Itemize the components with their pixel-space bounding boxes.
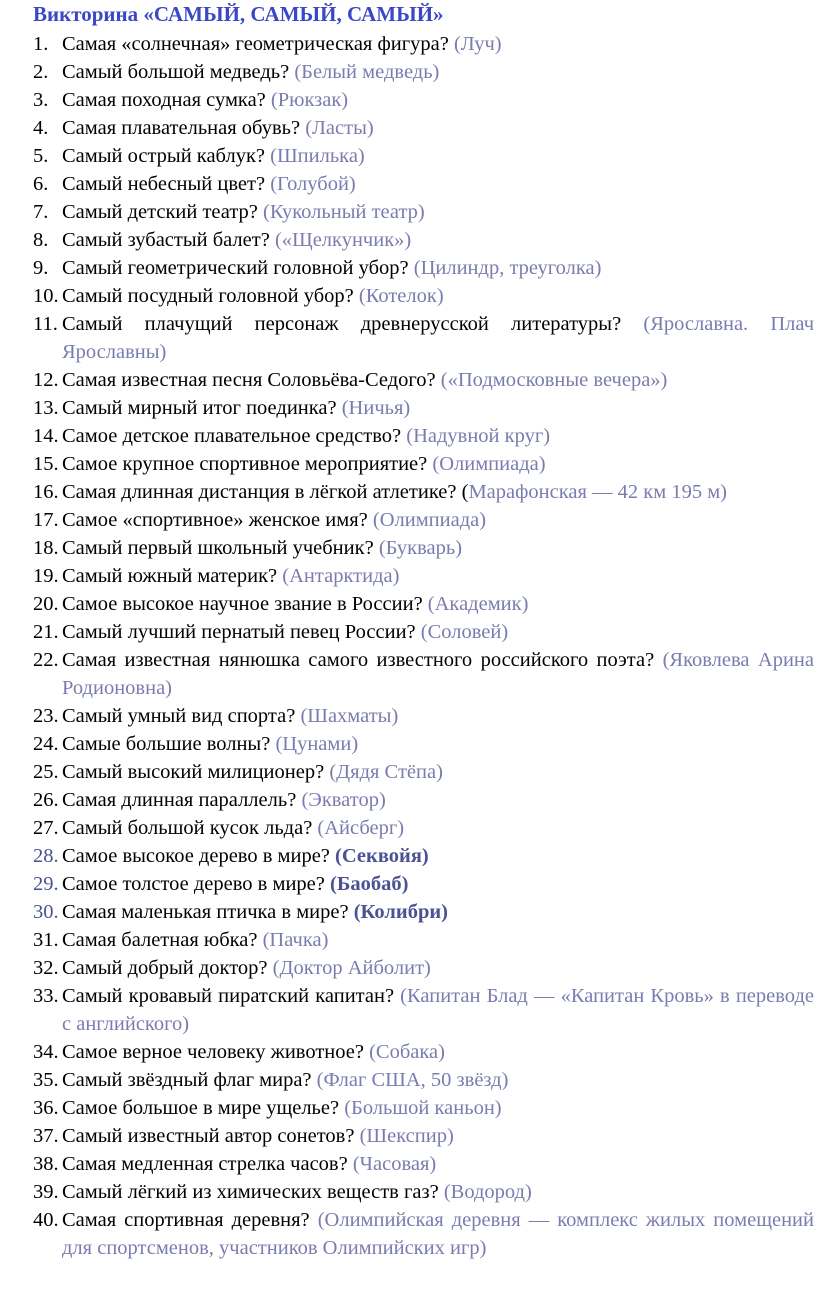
quiz-item (33, 394, 814, 422)
quiz-list (33, 30, 814, 1262)
item-answer: (Кукольный театр) (263, 201, 425, 223)
item-question: Самый высокий милиционер? (62, 761, 330, 783)
item-answer: (Водород) (443, 1181, 532, 1203)
item-answer: (Собака) (369, 1041, 445, 1063)
item-body (62, 1178, 814, 1206)
item-body (62, 982, 814, 1038)
item-number: 2. (33, 61, 49, 83)
item-body (62, 142, 814, 170)
item-answer: (Цилиндр, треуголка) (413, 257, 602, 279)
item-question: Самый звёздный флаг мира? (62, 1069, 317, 1091)
item-answer: (Доктор Айболит) (272, 957, 431, 979)
item-body (62, 1038, 814, 1066)
item-body (62, 842, 814, 870)
quiz-item (33, 590, 814, 618)
item-body (62, 310, 814, 366)
item-body (62, 758, 814, 786)
item-number: 9. (33, 257, 49, 279)
quiz-item (33, 170, 814, 198)
item-body (62, 394, 814, 422)
item-question: Самый известный автор сонетов? (62, 1125, 360, 1147)
quiz-item (33, 1206, 814, 1262)
item-question: Самый лучший пернатый певец России? (62, 621, 421, 643)
quiz-item (33, 1094, 814, 1122)
quiz-item (33, 870, 814, 898)
quiz-item (33, 646, 814, 702)
item-answer: (Голубой) (270, 173, 356, 195)
quiz-item (33, 702, 814, 730)
item-number: 11. (33, 313, 58, 335)
item-answer: (Баобаб) (330, 873, 409, 895)
item-body (62, 926, 814, 954)
quiz-item (33, 814, 814, 842)
item-number: 6. (33, 173, 49, 195)
quiz-item (33, 1038, 814, 1066)
quiz-item (33, 478, 814, 506)
quiz-item (33, 366, 814, 394)
item-body (62, 114, 814, 142)
quiz-item (33, 898, 814, 926)
item-number: 21. (33, 621, 59, 643)
item-answer: (Соловей) (420, 621, 509, 643)
item-body (62, 170, 814, 198)
item-answer: (Капитан Блад — «Капитан Кровь» в переводе с английского) (62, 985, 814, 1035)
item-question: Самый первый школьный учебник? (62, 537, 379, 559)
item-number: 22. (33, 649, 59, 671)
item-number: 28. (33, 845, 59, 867)
quiz-title: Викторина «САМЫЙ, САМЫЙ, САМЫЙ» (33, 2, 444, 26)
item-answer: (Цунами) (275, 733, 359, 755)
quiz-item (33, 506, 814, 534)
item-question: Самый умный вид спорта? (62, 705, 301, 727)
item-answer: (Пачка) (262, 929, 329, 951)
item-answer: (Большой каньон) (344, 1097, 502, 1119)
item-body (62, 86, 814, 114)
item-body (62, 702, 814, 730)
item-number: 10. (33, 285, 59, 307)
item-number: 34. (33, 1041, 59, 1063)
item-body (62, 562, 814, 590)
item-answer: (Шахматы) (300, 705, 399, 727)
item-question: Самая походная сумка? (62, 89, 271, 111)
item-number: 40. (33, 1209, 59, 1231)
quiz-item (33, 1122, 814, 1150)
item-number: 32. (33, 957, 59, 979)
item-answer: (Котелок) (358, 285, 444, 307)
quiz-item (33, 58, 814, 86)
item-body (62, 814, 814, 842)
item-body (62, 534, 814, 562)
item-answer: (Ярославна. Плач Ярославны) (62, 313, 815, 363)
item-number: 12. (33, 369, 59, 391)
quiz-item (33, 618, 814, 646)
item-body (62, 30, 814, 58)
quiz-item (33, 1066, 814, 1094)
item-number: 3. (33, 89, 49, 111)
item-question: Самый большой медведь? (62, 61, 295, 83)
item-number: 26. (33, 789, 59, 811)
item-question: Самое детское плавательное средство? (62, 425, 407, 447)
item-question: Самый лёгкий из химических веществ газ? (62, 1181, 444, 1203)
item-number: 20. (33, 593, 59, 615)
item-body (62, 282, 814, 310)
item-answer: («Подмосковные вечера») (440, 369, 668, 391)
quiz-item (33, 758, 814, 786)
item-question: Самый мирный итог поединка? (62, 397, 342, 419)
item-question: Самая балетная юбка? (62, 929, 263, 951)
item-number: 13. (33, 397, 59, 419)
item-number: 19. (33, 565, 59, 587)
item-answer: (Дядя Стёпа) (329, 761, 443, 783)
item-body (62, 1122, 814, 1150)
item-answer: (Ничья) (341, 397, 411, 419)
item-number: 18. (33, 537, 59, 559)
item-question: Самая известная нянюшка самого известного российского поэта? (62, 649, 663, 671)
item-question: Самый геометрический головной убор? (62, 257, 414, 279)
quiz-item (33, 786, 814, 814)
item-question: Самое крупное спортивное мероприятие? (62, 453, 433, 475)
item-answer: (Шекспир) (359, 1125, 454, 1147)
item-number: 35. (33, 1069, 59, 1091)
item-question: Самая известная песня Соловьёва-Седого? (62, 369, 441, 391)
quiz-item (33, 1178, 814, 1206)
item-question: Самое большое в мире ущелье? (62, 1097, 345, 1119)
quiz-item (33, 926, 814, 954)
item-number: 16. (33, 481, 59, 503)
item-question: Самая плавательная обувь? (62, 117, 306, 139)
quiz-item (33, 1150, 814, 1178)
item-body (62, 450, 814, 478)
item-body (62, 590, 814, 618)
item-answer: (Секвойя) (335, 845, 429, 867)
item-question: Самое высокое дерево в мире? (62, 845, 336, 867)
item-number: 38. (33, 1153, 59, 1175)
item-body (62, 730, 814, 758)
quiz-item (33, 254, 814, 282)
item-question: Самый небесный цвет? (62, 173, 271, 195)
item-number: 29. (33, 873, 59, 895)
item-answer: (Шпилька) (270, 145, 365, 167)
item-body (62, 226, 814, 254)
item-question: Самый зубастый балет? (62, 229, 275, 251)
item-body (62, 1206, 814, 1262)
item-answer: (Олимпийская деревня — комплекс жилых помещений для спортсменов, участников Олимпийских игр) (62, 1209, 814, 1259)
item-answer: (Рюкзак) (270, 89, 349, 111)
item-number: 37. (33, 1125, 59, 1147)
item-body (62, 478, 814, 506)
item-answer: (Яковлева Арина Родионовна) (62, 649, 814, 699)
item-body (62, 198, 814, 226)
item-number: 15. (33, 453, 59, 475)
item-question: Самые большие волны? (62, 733, 276, 755)
quiz-item (33, 142, 814, 170)
item-question: Самая медленная стрелка часов? (62, 1153, 353, 1175)
quiz-item (33, 30, 814, 58)
item-question: Самое высокое научное звание в России? (62, 593, 428, 615)
item-question: Самый посудный головной убор? (62, 285, 359, 307)
item-body (62, 618, 814, 646)
quiz-item (33, 310, 814, 366)
item-question: Самая спортивная деревня? (62, 1209, 318, 1231)
item-answer: (Олимпиада) (432, 453, 546, 475)
item-answer: («Щелкунчик») (274, 229, 412, 251)
item-body (62, 898, 814, 926)
item-answer: (Академик) (427, 593, 529, 615)
quiz-item (33, 198, 814, 226)
item-answer: (Букварь) (378, 537, 463, 559)
item-body (62, 1150, 814, 1178)
item-answer: (Флаг США, 50 звёзд) (316, 1069, 509, 1091)
item-question: Самая маленькая птичка в мире? (62, 901, 354, 923)
quiz-item (33, 114, 814, 142)
item-answer: (Экватор) (301, 789, 386, 811)
item-body (62, 254, 814, 282)
quiz-item (33, 954, 814, 982)
item-question: Самое «спортивное» женское имя? (62, 509, 373, 531)
item-body (62, 954, 814, 982)
item-body (62, 646, 814, 702)
item-question: Самый южный материк? (62, 565, 283, 587)
item-answer: (Белый медведь) (294, 61, 440, 83)
item-body (62, 870, 814, 898)
item-answer: (Антарктида) (282, 565, 400, 587)
item-number: 8. (33, 229, 49, 251)
item-number: 36. (33, 1097, 59, 1119)
item-number: 17. (33, 509, 59, 531)
item-question: Самый добрый доктор? (62, 957, 273, 979)
item-number: 30. (33, 901, 59, 923)
item-body (62, 506, 814, 534)
item-number: 33. (33, 985, 59, 1007)
quiz-item (33, 282, 814, 310)
item-question: Самый детский театр? (62, 201, 264, 223)
item-number: 1. (33, 33, 49, 55)
item-question: Самый большой кусок льда? (62, 817, 318, 839)
item-question: Самый острый каблук? (62, 145, 271, 167)
quiz-item (33, 562, 814, 590)
item-number: 7. (33, 201, 49, 223)
item-answer: (Надувной круг) (406, 425, 551, 447)
item-question: Самое толстое дерево в мире? (62, 873, 330, 895)
item-number: 23. (33, 705, 59, 727)
item-question: Самое верное человеку животное? (62, 1041, 370, 1063)
item-answer: (Колибри) (353, 901, 448, 923)
item-number: 24. (33, 733, 59, 755)
quiz-item (33, 842, 814, 870)
quiz-item (33, 730, 814, 758)
item-answer: (Луч) (453, 33, 502, 55)
item-question: Самая длинная дистанция в лёгкой атлетике? ( (62, 481, 469, 503)
item-number: 5. (33, 145, 49, 167)
quiz-item (33, 534, 814, 562)
item-body (62, 1094, 814, 1122)
item-body (62, 786, 814, 814)
item-number: 27. (33, 817, 59, 839)
item-answer: (Айсберг) (317, 817, 405, 839)
item-number: 4. (33, 117, 49, 139)
item-body (62, 1066, 814, 1094)
item-question: Самая «солнечная» геометрическая фигура? (62, 33, 454, 55)
quiz-item (33, 982, 814, 1038)
quiz-item (33, 422, 814, 450)
item-body (62, 366, 814, 394)
item-number: 31. (33, 929, 59, 951)
item-answer: (Часовая) (352, 1153, 437, 1175)
item-question: Самый кровавый пиратский капитан? (62, 985, 401, 1007)
item-number: 39. (33, 1181, 59, 1203)
item-number: 14. (33, 425, 59, 447)
item-question: Самая длинная параллель? (62, 789, 302, 811)
item-body (62, 422, 814, 450)
quiz-item (33, 86, 814, 114)
item-answer: (Олимпиада) (372, 509, 487, 531)
quiz-item (33, 450, 814, 478)
item-answer: Марафонская — 42 км 195 м) (468, 481, 727, 503)
item-number: 25. (33, 761, 59, 783)
item-answer: (Ласты) (305, 117, 374, 139)
item-body (62, 58, 814, 86)
item-question: Самый плачущий персонаж древнерусской литературы? (62, 313, 644, 335)
quiz-item (33, 226, 814, 254)
